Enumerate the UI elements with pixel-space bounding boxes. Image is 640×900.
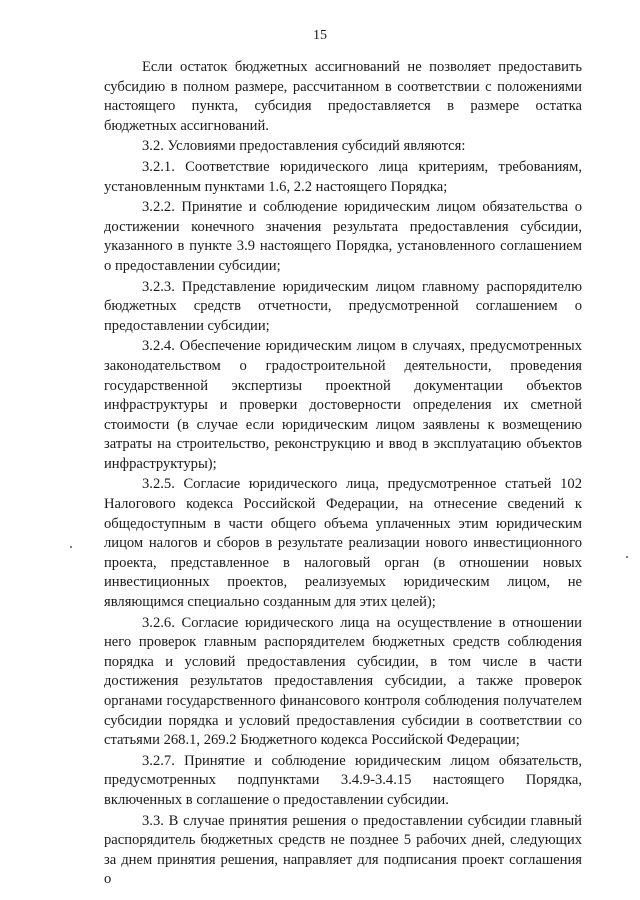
paragraph-3-3: 3.3. В случае принятия решения о предоставлении субсидии главный распорядитель бюджетных средств не позднее 5 рабочих дней, следующих за днем принятия решения, направляет для подписания проект соглашения о	[104, 812, 582, 888]
paragraph-3-2-7: 3.2.7. Принятие и соблюдение юридическим лицом обязательств, предусмотренных подпунктами 3.4.9-3.4.15 настоящего Порядка, включенных в соглашение о предоставлении субсидии.	[104, 752, 582, 808]
paragraph-3-2-1: 3.2.1. Соответствие юридического лица критериям, требованиям, установленным пунктами 1.6, 2.2 настоящего Порядка;	[104, 158, 582, 195]
scan-speck	[70, 546, 72, 548]
scan-speck	[626, 556, 628, 558]
page-number: 15	[313, 28, 327, 43]
paragraph-3-2: 3.2. Условиями предоставления субсидий являются:	[142, 138, 466, 155]
paragraph-3-2-5: 3.2.5. Согласие юридического лица, предусмотренное статьей 102 Налогового кодекса Российской Федерации, на отнесение сведений к общедоступным в части общего объема уплаченных этим юридическим лицом налогов и сборов в результате реализации нового инвестиционного проекта, представленное в налоговый орган (в отношении новых инвестиционных проектов, реализуемых юридическим лицом, не являющимся специально созданным для этих целей);	[104, 476, 582, 611]
document-body	[104, 58, 582, 890]
paragraph-3-2-6: 3.2.6. Согласие юридического лица на осуществление в отношении него проверок главным распорядителем бюджетных средств соблюдения порядка и условий предоставления субсидии, в том числе в части достижения результатов предоставления субсидии, а также проверок органами государственного финансового контроля соблюдения получателем субсидии порядка и условий предоставления субсидии в соответствии со статьями 268.1, 269.2 Бюджетного кодекса Российской Федерации;	[104, 614, 582, 749]
paragraph-3-2-2: 3.2.2. Принятие и соблюдение юридическим лицом обязательства о достижении конечного значения результата предоставления субсидии, указанного в пункте 3.9 настоящего Порядка, установленного соглашением о предоставлении субсидии;	[104, 199, 582, 274]
paragraph-3-2-4: 3.2.4. Обеспечение юридическим лицом в случаях, предусмотренных законодательством о градостроительной деятельности, проведения государственной экспертизы проектной документации объектов инфраструктуры и проверки достоверности определения их сметной стоимости (в случае если юридическим лицом заявлены к возмещению затраты на строительство, реконструкцию и ввод в эксплуатацию объектов инфраструктуры);	[104, 338, 582, 472]
paragraph-budget-remainder: Если остаток бюджетных ассигнований не позволяет предоставить субсидию в полном размере, рассчитанном в соответствии с положениями настоящего пункта, субсидия предоставляется в размере остатка бюджетных ассигнований.	[104, 59, 582, 134]
paragraph-3-2-3: 3.2.3. Представление юридическим лицом главному распорядителю бюджетных средств отчетности, предусмотренной соглашением о предоставлении субсидии;	[104, 278, 582, 334]
